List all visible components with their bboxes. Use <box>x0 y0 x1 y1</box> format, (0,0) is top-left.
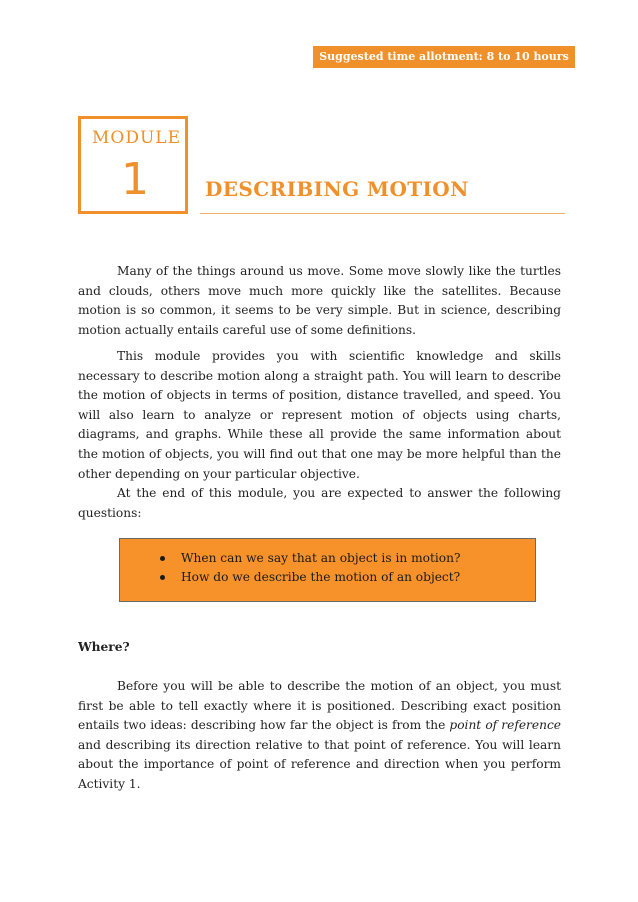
module-label: MODULE <box>92 128 181 148</box>
question-text: How do we describe the motion of an object? <box>181 570 461 584</box>
intro-paragraph-2: This module provides you with scientific knowledge and skills necessary to describe motion along a straight path. You will learn to describe the motion of objects in terms of position, distance travelled, and speed. You will also learn to analyze or represent motion of objects using charts, diagrams, and graphs. While these all provide the same information about the motion of objects, you will find out that one may be more helpful than the other depending on your particular objective. <box>78 349 561 481</box>
time-allotment-badge: Suggested time allotment: 8 to 10 hours <box>313 46 575 68</box>
where-paragraph <box>78 677 561 795</box>
bullet-icon <box>160 575 165 580</box>
intro-paragraph-3: At the end of this module, you are expected to answer the following questions: <box>78 486 561 520</box>
module-number-box <box>78 116 188 214</box>
guiding-questions-box <box>119 538 536 602</box>
question-item <box>160 549 461 568</box>
question-item <box>160 568 461 587</box>
title-underline <box>200 213 565 214</box>
questions-list <box>160 549 461 587</box>
section-heading-where: Where? <box>78 640 130 654</box>
question-text: When can we say that an object is in motion? <box>181 551 461 565</box>
where-text-before: Before you will be able to describe the motion of an object, you must first be able to tell exactly where it is positioned. Describing exact position entails two ideas: describing how far the object is from the <box>78 679 561 733</box>
where-emphasis: point of reference <box>449 718 561 733</box>
module-number: 1 <box>121 154 149 205</box>
bullet-icon <box>160 556 165 561</box>
where-text-after: and describing its direction relative to that point of reference. You will learn about the importance of point of reference and direction when you perform Activity 1. <box>78 737 561 791</box>
intro-paragraph-1: Many of the things around us move. Some move slowly like the turtles and clouds, others move much more quickly like the satellites. Because motion is so common, it seems to be very simple. But in science, describing motion actually entails careful use of some definitions. <box>78 264 561 337</box>
module-title: DESCRIBING MOTION <box>205 177 469 201</box>
